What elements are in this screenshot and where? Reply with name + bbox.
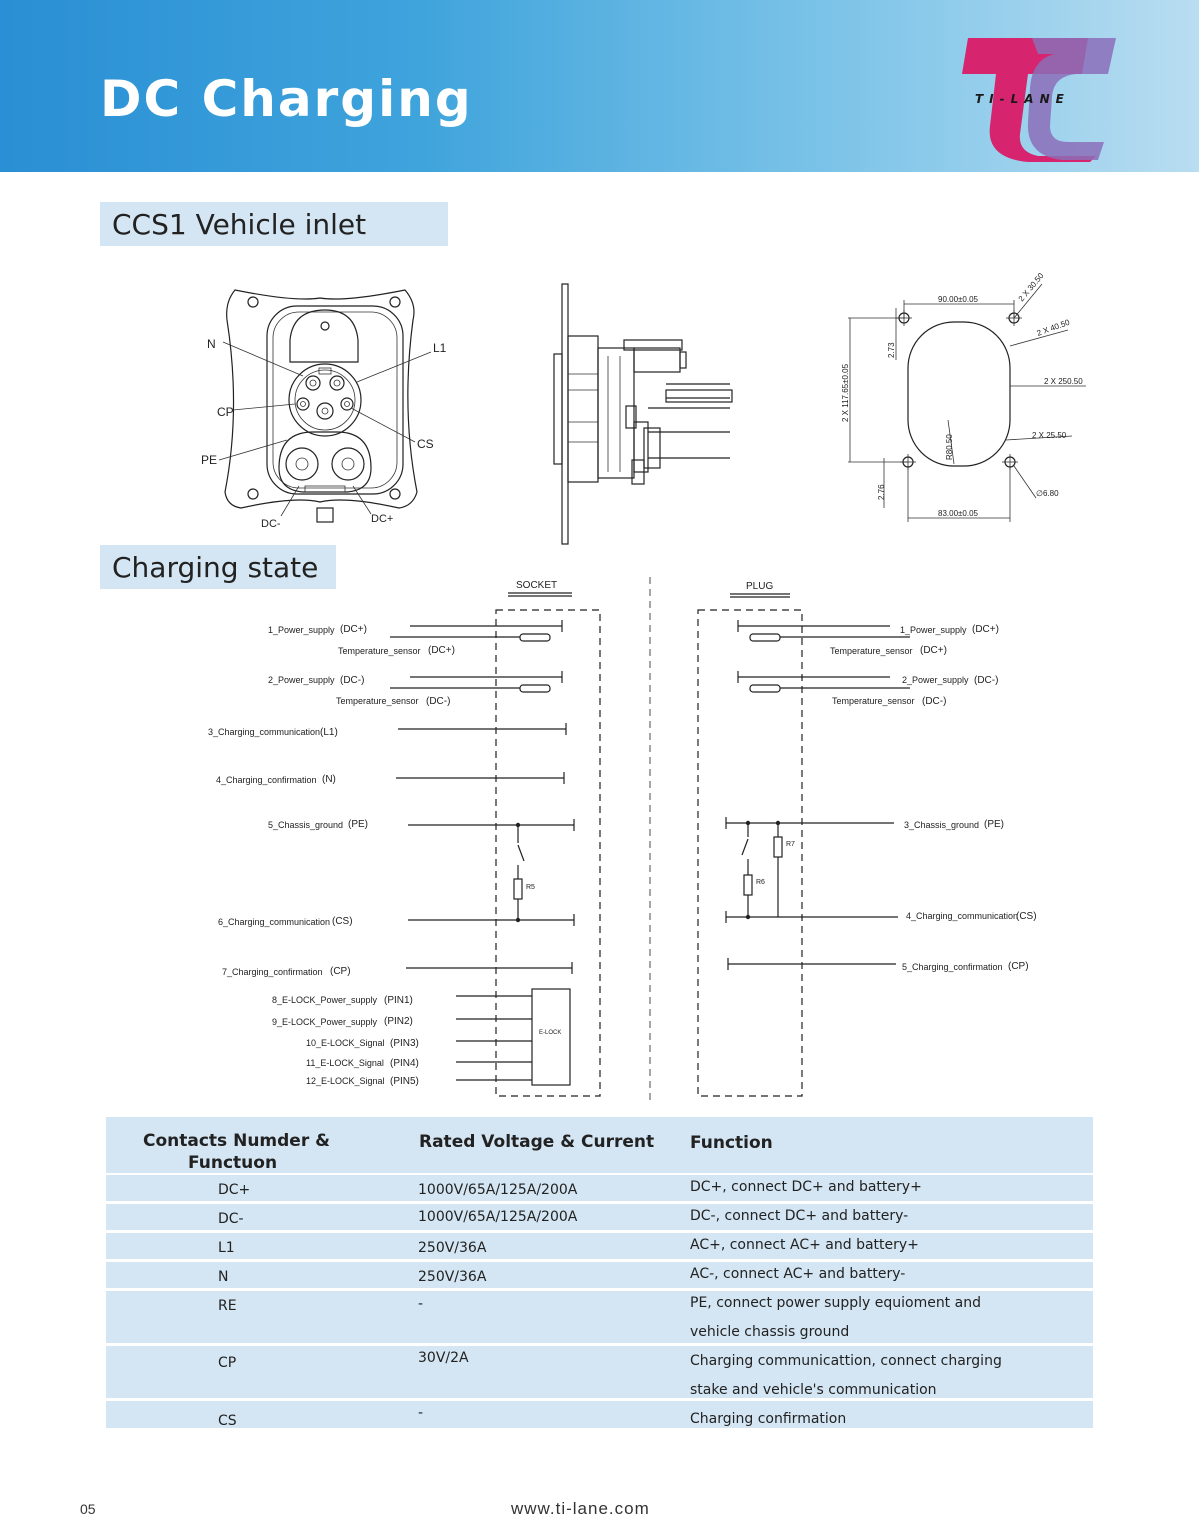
row-6-contact: CP <box>218 1355 237 1371</box>
row-4-rating: 250V/36A <box>418 1269 487 1285</box>
plug-label-4-sig: (DC-) <box>922 696 947 707</box>
r7-label: R7 <box>786 841 795 848</box>
label-cp: CP <box>217 405 234 419</box>
row-2-function: DC-, connect DC+ and battery- <box>690 1208 909 1224</box>
row-2-contact: DC- <box>218 1211 244 1227</box>
row-5-rating: - <box>418 1296 424 1312</box>
row-7-rating: - <box>418 1405 424 1421</box>
socket-label-12-sig: (PIN3) <box>390 1038 419 1049</box>
socket-label-14: 12_E-LOCK_Signal <box>306 1076 385 1086</box>
table-row <box>106 1175 1093 1201</box>
state-section-heading: Charging state <box>100 545 336 589</box>
website-url: www.ti-lane.com <box>511 1499 650 1518</box>
socket-title: SOCKET <box>516 580 558 591</box>
socket-label-6-sig: (N) <box>322 774 336 785</box>
dim-2-73: 2.73 <box>887 342 896 358</box>
logo-text: TI-LANE <box>975 92 1070 106</box>
inlet-side-view <box>548 282 738 546</box>
plug-label-3: 2_Power_supply <box>902 675 969 685</box>
label-dc-minus: DC- <box>261 518 281 530</box>
dim-r80-50: R80.50 <box>945 434 954 460</box>
inlet-front-view <box>195 280 445 530</box>
label-n: N <box>207 337 216 351</box>
socket-label-9-sig: (CP) <box>330 966 351 977</box>
dim-2x250-50: 2 X 250.50 <box>1044 377 1083 386</box>
socket-label-14-sig: (PIN5) <box>390 1076 419 1087</box>
table-row <box>106 1262 1093 1288</box>
socket-label-5-sig: (L1) <box>320 727 338 738</box>
socket-label-3-sig: (DC-) <box>340 675 365 686</box>
socket-label-13-sig: (PIN4) <box>390 1058 419 1069</box>
plug-label-7-sig: (CP) <box>1008 961 1029 972</box>
socket-label-10: 8_E-LOCK_Power_supply <box>272 995 378 1005</box>
socket-label-3: 2_Power_supply <box>268 675 335 685</box>
table-row <box>106 1401 1093 1428</box>
inlet-section-heading: CCS1 Vehicle inlet <box>100 202 448 246</box>
plug-label-2-sig: (DC+) <box>920 645 947 656</box>
row-6-function-line2: stake and vehicle's communication <box>690 1382 937 1398</box>
page-number: 05 <box>80 1501 96 1517</box>
row-4-contact: N <box>218 1269 229 1285</box>
label-dc-plus: DC+ <box>371 513 394 525</box>
plug-label-1: 1_Power_supply <box>900 625 967 635</box>
socket-label-11-sig: (PIN2) <box>384 1016 413 1027</box>
socket-label-8-sig: (CS) <box>332 916 353 927</box>
header-function: Function <box>690 1133 773 1153</box>
socket-label-9: 7_Charging_confirmation <box>222 967 323 977</box>
row-3-contact: L1 <box>218 1240 235 1256</box>
row-3-function: AC+, connect AC+ and battery+ <box>690 1237 919 1253</box>
dim-90: 90.00±0.05 <box>938 295 978 304</box>
header-rating: Rated Voltage & Current <box>419 1132 655 1152</box>
r6-label: R6 <box>756 879 765 886</box>
dim-117-65: 2 X 117.65±0.05 <box>841 363 850 422</box>
plug-label-7: 5_Charging_confirmation <box>902 962 1003 972</box>
row-5-function-line2: vehicle chassis ground <box>690 1324 850 1340</box>
socket-label-4: Temperature_sensor <box>336 696 419 706</box>
header-contacts-line1: Contacts Numder & <box>143 1131 330 1151</box>
header-contacts-line2: Functuon <box>188 1153 278 1173</box>
row-5-function-line1: PE, connect power supply equioment and <box>690 1295 981 1311</box>
socket-label-12: 10_E-LOCK_Signal <box>306 1038 385 1048</box>
socket-label-2-sig: (DC+) <box>428 645 455 656</box>
table-row <box>106 1233 1093 1259</box>
r5-label: R5 <box>526 884 535 891</box>
dim-6-80: ∅6.80 <box>1036 489 1059 498</box>
socket-label-13: 11_E-LOCK_Signal <box>306 1058 384 1068</box>
socket-label-1: 1_Power_supply <box>268 625 335 635</box>
plug-label-4: Temperature_sensor <box>832 696 915 706</box>
row-2-rating: 1000V/65A/125A/200A <box>418 1209 578 1225</box>
table-row <box>106 1204 1093 1230</box>
dim-2x25-50: 2 X 25.50 <box>1032 431 1067 440</box>
label-cs: CS <box>417 437 434 451</box>
row-6-function-line1: Charging communicattion, connect charging <box>690 1353 1002 1369</box>
dim-2-76: 2.76 <box>877 484 886 500</box>
dim-2x30-50: 2 X 30.50 <box>1016 271 1046 304</box>
page-title: DC Charging <box>100 70 473 128</box>
socket-label-11: 9_E-LOCK_Power_supply <box>272 1017 378 1027</box>
row-5-contact: RE <box>218 1298 237 1314</box>
row-6-rating: 30V/2A <box>418 1350 469 1366</box>
row-7-function: Charging confirmation <box>690 1411 847 1427</box>
socket-label-2: Temperature_sensor <box>338 646 421 656</box>
plug-label-6-sig: (CS) <box>1016 911 1037 922</box>
contacts-table <box>106 1117 1093 1428</box>
socket-label-5: 3_Charging_communication <box>208 727 321 737</box>
plug-label-5-sig: (PE) <box>984 819 1004 830</box>
socket-label-7-sig: (PE) <box>348 819 368 830</box>
row-1-function: DC+, connect DC+ and battery+ <box>690 1179 922 1195</box>
row-3-rating: 250V/36A <box>418 1240 487 1256</box>
row-7-contact: CS <box>218 1413 237 1429</box>
elock-label: E-LOCK <box>539 1030 562 1036</box>
dim-2x40-50: 2 X 40.50 <box>1035 317 1071 338</box>
row-1-rating: 1000V/65A/125A/200A <box>418 1182 578 1198</box>
socket-label-4-sig: (DC-) <box>426 696 451 707</box>
plug-label-6: 4_Charging_communication <box>906 911 1019 921</box>
plug-title: PLUG <box>746 581 774 592</box>
plug-label-3-sig: (DC-) <box>974 675 999 686</box>
plug-label-2: Temperature_sensor <box>830 646 913 656</box>
label-pe: PE <box>201 453 218 467</box>
socket-label-10-sig: (PIN1) <box>384 995 413 1006</box>
socket-label-8: 6_Charging_communication <box>218 917 331 927</box>
row-1-contact: DC+ <box>218 1182 251 1198</box>
plug-label-5: 3_Chassis_ground <box>904 820 980 830</box>
plug-label-1-sig: (DC+) <box>972 624 999 635</box>
socket-label-6: 4_Charging_confirmation <box>216 775 317 785</box>
label-l1: L1 <box>433 341 447 355</box>
inlet-dimension-drawing <box>836 260 1096 530</box>
dim-83: 83.00±0.05 <box>938 509 978 518</box>
socket-label-7: 5_Chassis_ground <box>268 820 344 830</box>
row-4-function: AC-, connect AC+ and battery- <box>690 1266 906 1282</box>
socket-label-1-sig: (DC+) <box>340 624 367 635</box>
charging-state-diagram <box>190 575 1050 1105</box>
